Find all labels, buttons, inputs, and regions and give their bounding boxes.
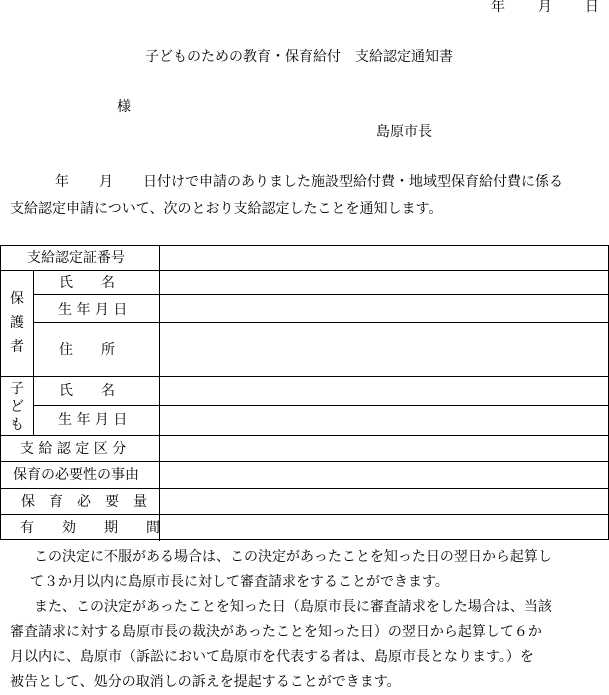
- row-divider: [1, 435, 609, 436]
- guardian-birth-label: 生 年 月 日: [58, 302, 128, 318]
- guardian-name-label: 氏 名: [59, 275, 115, 291]
- month-label: 月: [537, 0, 552, 15]
- period-label: 有 効 期 間: [20, 520, 160, 536]
- body-line-1: [55, 175, 563, 189]
- year-label: 年: [491, 0, 505, 15]
- appeal-notes: [10, 545, 608, 695]
- column-divider: [159, 246, 160, 541]
- child-char: ど: [10, 399, 24, 416]
- body-year-label: 年: [55, 174, 69, 190]
- child-birth-label: 生 年 月 日: [58, 412, 128, 428]
- row-divider: [34, 322, 609, 323]
- cert-number-label: 支給認定証番号: [27, 250, 125, 266]
- guardian-address-label: 住 所: [59, 342, 115, 358]
- notes-p1-line1: この決定に不服がある場合は、この決定があったことを知った日の翌日から起算し: [20, 549, 552, 565]
- row-divider: [1, 376, 609, 377]
- body-line-2: 支給認定申請について、次のとおり支給認定したことを通知します。: [10, 201, 443, 217]
- notes-p2-line2: 審査請求に対する島原市長の裁決があったことを知った日）の翌日から起算して６か: [10, 624, 542, 640]
- reason-label: 保育の必要性の事由: [13, 467, 139, 483]
- guardian-char: 者: [10, 339, 24, 356]
- row-divider: [1, 270, 609, 271]
- guardian-group-label: [10, 290, 24, 357]
- child-char: 子: [10, 381, 24, 397]
- addressee-suffix: 様: [117, 99, 131, 115]
- guardian-char: 保: [10, 291, 24, 307]
- body-month-label: 月: [99, 174, 113, 190]
- notes-p1-line2: て３か月以内に島原市長に対して審査請求をすることができます。: [30, 574, 449, 590]
- body-line-1-text: 日付けで申請のありました施設型給付費・地域型保育給付費に係る: [143, 174, 563, 190]
- row-divider: [34, 405, 609, 406]
- date-line: [491, 0, 599, 14]
- row-divider: [34, 294, 609, 295]
- row-divider: [1, 488, 609, 489]
- amount-label: 保 育 必 要 量: [21, 494, 147, 510]
- day-label: 日: [584, 0, 599, 15]
- row-divider: [1, 461, 609, 462]
- category-label: 支 給 認 定 区 分: [20, 441, 127, 457]
- column-divider: [33, 270, 34, 435]
- notes-p2-line1: また、この決定があったことを知った日（島原市長に審査請求をした場合は、当該: [20, 599, 552, 615]
- notes-p2-line4: 被告として、処分の取消しの訴えを提起することができます。: [10, 674, 401, 690]
- issuer-name: 島原市長: [376, 124, 432, 140]
- child-char: も: [10, 417, 24, 434]
- notes-p2-line3: 月以内に、島原市（訴訟において島原市を代表する者は、島原市長となります。）を: [10, 649, 534, 665]
- certification-table: [0, 245, 609, 540]
- child-name-label: 氏 名: [59, 383, 115, 399]
- guardian-char: 護: [10, 315, 24, 332]
- document-title: 子どものための教育・保育給付 支給認定通知書: [145, 49, 453, 65]
- row-divider: [1, 514, 609, 515]
- child-group-label: [10, 380, 24, 435]
